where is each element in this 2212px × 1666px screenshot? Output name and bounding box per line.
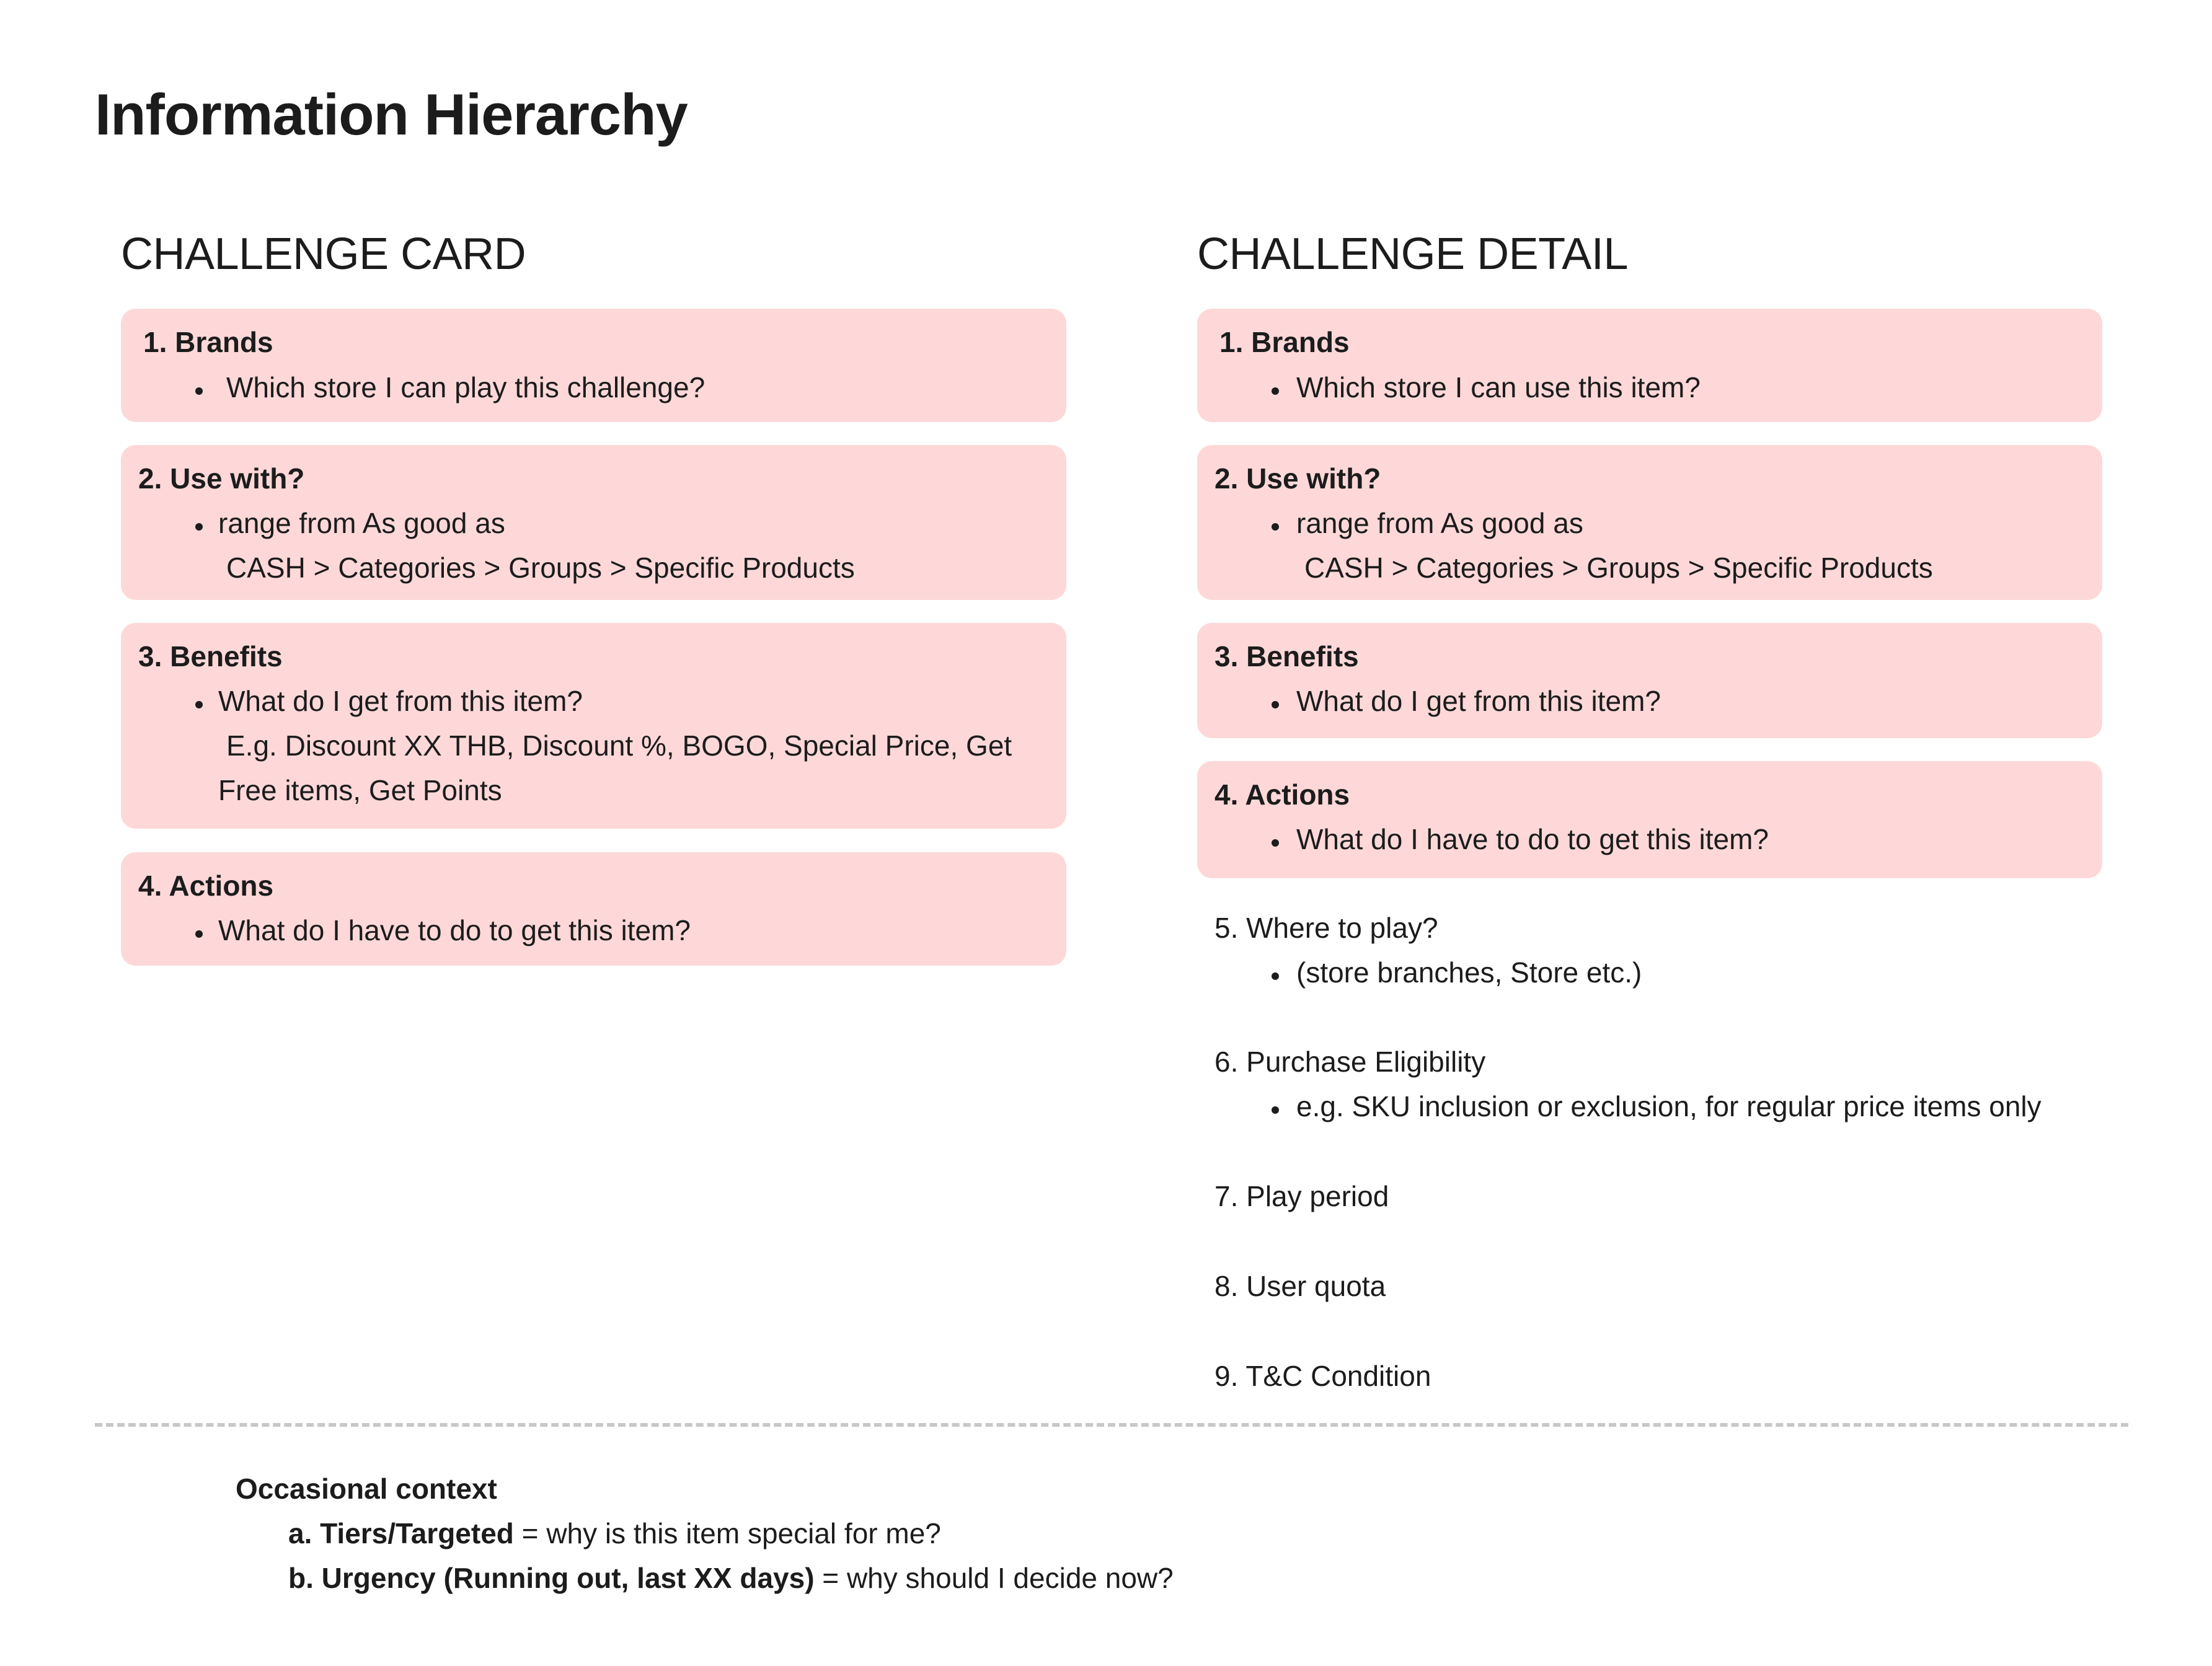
bullet-dot [1272, 1106, 1279, 1114]
bullet-dot [1272, 701, 1279, 708]
item-line: (store branches, Store etc.) [1296, 956, 1642, 989]
context-text: = why should I decide now? [814, 1562, 1174, 1594]
item-title: 3. Benefits [138, 640, 283, 672]
detail-item-purchase-eligibility: 6. Purchase Eligibility [1214, 1046, 1486, 1078]
detail-item-tc-condition: 9. T&C Condition [1214, 1360, 1431, 1392]
item-title: 2. Use with? [138, 462, 305, 495]
detail-item-benefits [1197, 623, 2102, 738]
item-line: E.g. Discount XX THB, Discount %, BOGO, Special Price, Get [226, 729, 1012, 762]
dashed-divider [95, 1423, 2128, 1427]
bullet-dot [1272, 972, 1279, 980]
item-line: What do I have to do to get this item? [1296, 823, 1769, 855]
card-item-benefits [121, 623, 1066, 829]
challenge-detail-heading: CHALLENGE DETAIL [1197, 229, 1628, 279]
bullet-dot [1272, 523, 1279, 531]
bullet-dot [195, 387, 203, 395]
bullet-dot [195, 930, 203, 938]
page-title: Information Hierarchy [95, 82, 688, 147]
context-label: b. Urgency (Running out, last XX days) [288, 1562, 815, 1594]
item-line: Free items, Get Points [218, 774, 502, 806]
detail-item-use-with [1197, 445, 2102, 600]
item-line: CASH > Categories > Groups > Specific Products [226, 552, 855, 584]
item-line: Which store I can play this challenge? [226, 371, 706, 403]
item-line: e.g. SKU inclusion or exclusion, for regular price items only [1296, 1090, 2042, 1122]
item-title: 1. Brands [143, 326, 273, 358]
item-line: range from As good as [1296, 507, 1583, 539]
detail-item-actions [1197, 761, 2102, 878]
card-item-brands [121, 309, 1066, 422]
context-label: a. Tiers/Targeted [288, 1517, 514, 1549]
bullet-dot [1272, 839, 1279, 847]
bullet-dot [1272, 387, 1279, 395]
card-item-actions [121, 852, 1066, 966]
item-title: 4. Actions [138, 870, 274, 902]
detail-item-play-period: 7. Play period [1214, 1180, 1389, 1212]
context-item-urgency [288, 1559, 1174, 1597]
item-title: 4. Actions [1214, 778, 1350, 811]
item-line: range from As good as [218, 507, 505, 539]
context-item-tiers [288, 1515, 941, 1552]
item-line: CASH > Categories > Groups > Specific Products [1304, 552, 1933, 584]
item-line: What do I have to do to get this item? [218, 914, 691, 946]
item-title: 3. Benefits [1214, 640, 1359, 672]
bullet-dot [195, 523, 203, 531]
context-text: = why is this item special for me? [513, 1517, 941, 1549]
detail-item-brands [1197, 309, 2102, 422]
item-line: What do I get from this item? [1296, 685, 1661, 717]
item-line: Which store I can use this item? [1296, 371, 1701, 403]
detail-item-where-to-play: 5. Where to play? [1214, 912, 1438, 944]
challenge-card-heading: CHALLENGE CARD [121, 229, 526, 279]
item-line: What do I get from this item? [218, 685, 583, 717]
detail-item-user-quota: 8. User quota [1214, 1270, 1386, 1302]
bullet-dot [195, 701, 203, 708]
card-item-use-with [121, 445, 1066, 600]
item-title: 1. Brands [1219, 326, 1350, 358]
occasional-context-title: Occasional context [236, 1473, 497, 1505]
item-title: 2. Use with? [1214, 462, 1381, 495]
